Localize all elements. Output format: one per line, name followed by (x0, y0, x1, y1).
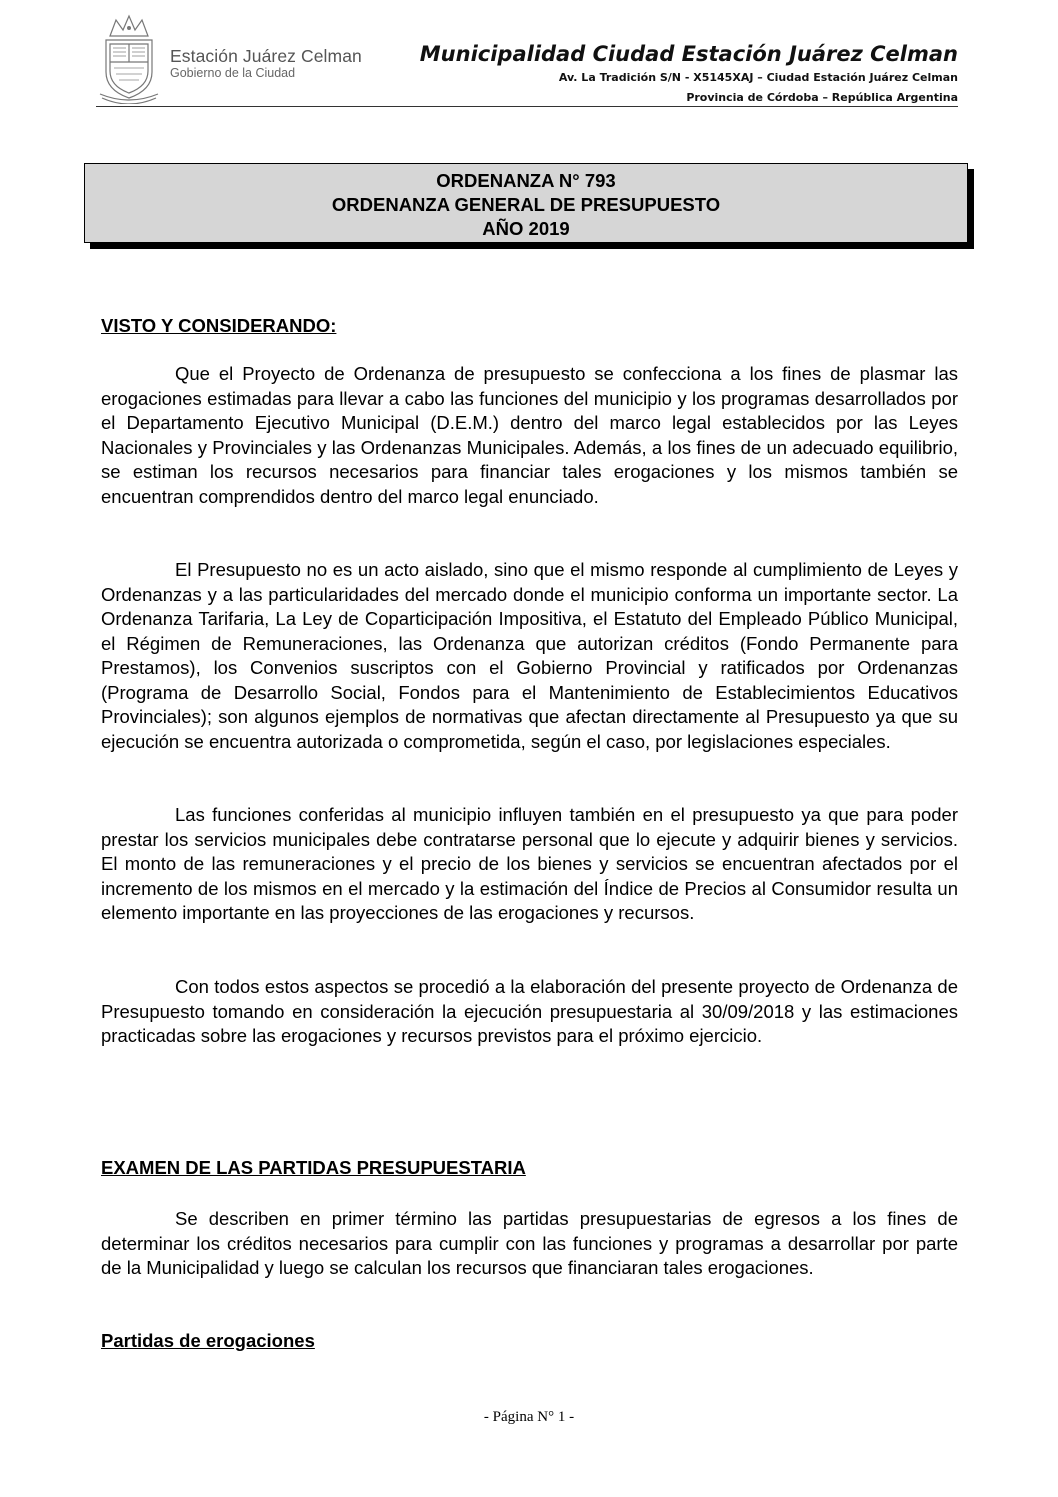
letterhead (0, 0, 1058, 120)
logo-subtitle: Gobierno de la Ciudad (170, 66, 296, 80)
partidas-heading: Partidas de erogaciones (101, 1330, 315, 1351)
ordinance-name: ORDENANZA GENERAL DE PRESUPUESTO (331, 194, 721, 215)
examen-paragraph: Se describen en primer término las partidas presupuestarias de egresos a los fines de determinar los créditos necesarios para cumplir con las funciones y programas a desarrollar por parte de la Municipalidad y luego se calculan los recursos que financiaran tales erogaciones. (101, 1208, 958, 1278)
organization-name: Municipalidad Ciudad Estación Juárez Celman (419, 42, 958, 66)
ordinance-number: ORDENANZA N° 793 (436, 170, 616, 191)
page-number: - Página N° 1 - (483, 1409, 575, 1425)
municipality-logo-text (170, 46, 362, 80)
document-title-box (84, 163, 968, 243)
visto-paragraph-3: Las funciones conferidas al municipio influyen también en el presupuesto ya que para poder prestar los servicios municipales debe contratarse personal que lo ejecute y adquirir bienes y servicios. El monto de las remuneraciones y el precio de los bienes y servicios se encuentran afectados por el incremento de los mismos en el mercado y la estimación del Índice de Precios al Consumidor resulta un elemento importante en las proyecciones de las erogaciones y recursos. (101, 804, 958, 923)
visto-heading: VISTO Y CONSIDERANDO: (101, 315, 337, 336)
logo-name: Estación Juárez Celman (170, 46, 362, 66)
examen-heading: EXAMEN DE LAS PARTIDAS PRESUPUESTARIA (101, 1157, 526, 1178)
ordinance-year: AÑO 2019 (482, 218, 570, 239)
organization-province: Provincia de Córdoba – República Argentina (686, 91, 958, 104)
visto-paragraph-2: El Presupuesto no es un acto aislado, sino que el mismo responde al cumplimiento de Leyes y Ordenanzas y a las particularidades del mercado donde el municipio conforma un importante sector. La Ordenanza Tarifaria, La Ley de Coparticipación Impositiva, el Estatuto del Empleado Público Municipal, el Régimen de Remuneraciones, las Ordenanza que autorizan créditos (Fondo Permanente para Prestamos), los Convenios suscriptos con el Gobierno Provincial y ratificados por Ordenanzas (Programa de Desarrollo Social, Fondos para el Mantenimiento de Establecimientos Educativos Provinciales); son algunos ejemplos de normativas que afectan directamente al Presupuesto ya que su ejecución se encuentra autorizada o comprometida, según el caso, por legislaciones especiales. (101, 559, 958, 752)
organization-address: Av. La Tradición S/N - X5145XAJ – Ciudad Estación Juárez Celman (558, 71, 958, 84)
header-divider (96, 106, 958, 107)
organization-info (420, 40, 958, 108)
visto-paragraph-1: Que el Proyecto de Ordenanza de presupuesto se confecciona a los fines de plasmar las erogaciones estimadas para llevar a cabo las funciones del municipio y los programas desarrollados por el Departamento Ejecutivo Municipal (D.E.M.) dentro del marco legal establecidos por las Leyes Nacionales y Provinciales y las Ordenanzas Municipales. Además, a los fines de un adecuado equilibrio, se estiman los recursos necesarios para financiar tales erogaciones y los mismos también se encuentran comprendidos dentro del marco legal enunciado. (101, 363, 958, 507)
visto-paragraph-4: Con todos estos aspectos se procedió a la elaboración del presente proyecto de Ordenanza de Presupuesto tomando en consideración la ejecución presupuestaria al 30/09/2018 y las estimaciones practicadas sobre las erogaciones y recursos previstos para el próximo ejercicio. (101, 976, 958, 1046)
coat-of-arms-icon (96, 14, 162, 104)
